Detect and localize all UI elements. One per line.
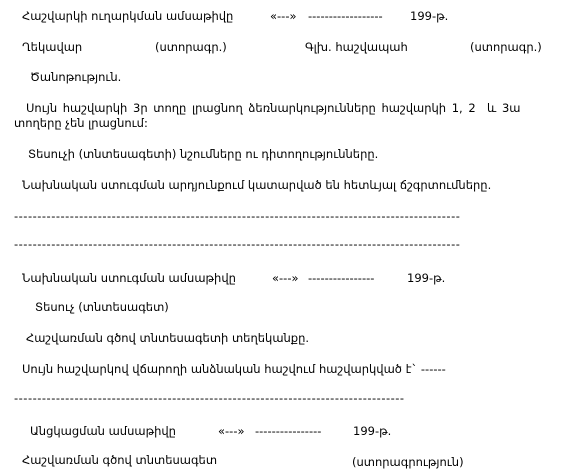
separator-line-2: ------------------------------------------------------------------------------------------------	[14, 237, 461, 251]
tax-calculation-line: Սույն հաշվարկով վճարողի անձնական հաշվում հաշվարկված է` ------	[22, 362, 446, 376]
paragraph-1-line-1: Սույն հաշվարկի 3ր տողը լրացնող ձեռնարկությունները հաշվարկի 1, 2 և 3ա	[26, 101, 521, 115]
chief-accountant-label: Գլխ. հաշվապահ	[305, 40, 408, 54]
inspector-label: Տեսուչ (տնտեսագետ)	[35, 300, 169, 314]
preliminary-date-quote: «---»	[272, 271, 299, 285]
report-date-dashes: ------------------	[308, 9, 383, 23]
transfer-date-quote: «---»	[218, 424, 245, 438]
head-label: Ղեկավար	[22, 40, 83, 54]
report-date-year: 199-թ.	[410, 9, 449, 23]
separator-line-1: ------------------------------------------------------------------------------------------------	[14, 209, 461, 223]
preliminary-date-dashes: ----------------	[308, 271, 375, 285]
inspector-notes: Տեսուչի (տնտեսագետի) նշումները ու դիտողությունները.	[28, 147, 379, 161]
separator-line-3: ------------------------------------------------------------------------------------	[14, 391, 405, 405]
transfer-date-dashes: ----------------	[255, 424, 322, 438]
preliminary-date-year: 199-թ.	[407, 271, 446, 285]
accounting-signature: (ստորագրություն)	[352, 455, 464, 469]
branch-info: Հաշվառման գծով տնտեսագետի տեղեկանքը.	[26, 331, 310, 345]
transfer-date-year: 199-թ.	[353, 424, 392, 438]
preliminary-date-label: Նախնական ստուգման ամսաթիվը	[22, 271, 236, 285]
preliminary-results: Նախնական ստուգման արդյունքում կատարված են հետևյալ ճշգրտումները.	[22, 178, 492, 192]
report-date-label: Հաշվարկի ուղարկման ամսաթիվը	[22, 9, 234, 23]
accounting-economist-label: Հաշվառման գծով տնտեսագետ	[22, 453, 218, 467]
transfer-date-label: Անցկացման ամսաթիվը	[30, 424, 176, 438]
paragraph-1-line-2: տողերը չեն լրացնում:	[14, 116, 148, 130]
report-date-quote: «---»	[270, 9, 297, 23]
chief-accountant-sign: (ստորագր.)	[470, 40, 542, 54]
appendix-heading: Ծանոթություն.	[30, 70, 122, 84]
head-sign: (ստորագր.)	[155, 40, 227, 54]
